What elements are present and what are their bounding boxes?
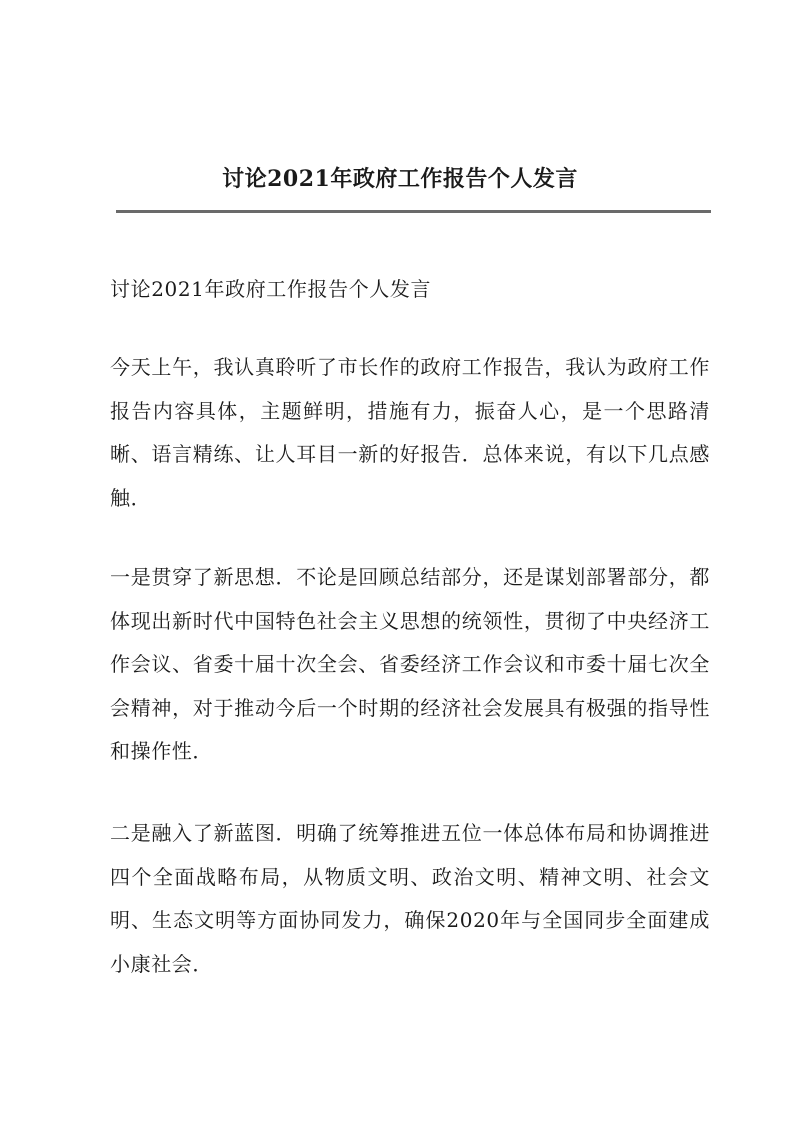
paragraph-intro: 今天上午，我认真聆听了市长作的政府工作报告，我认为政府工作报告内容具体，主题鲜明，措施有力，振奋人心，是一个思路清晰、语言精练、让人耳目一新的好报告．总体来说，有以下几点感触． bbox=[110, 355, 710, 510]
paragraph-heading: 讨论2021年政府工作报告个人发言 bbox=[110, 277, 432, 301]
paragraph-point-one: 一是贯穿了新思想．不论是回顾总结部分，还是谋划部署部分，都体现出新时代中国特色社会主义思想的统领性，贯彻了中央经济工作会议、省委十届十次全会、省委经济工作会议和市委十届七次全会精神，对于推动今后一个时期的经济社会发展具有极强的指导性和操作性． bbox=[110, 565, 710, 763]
document-title: 讨论2021年政府工作报告个人发言 bbox=[222, 166, 578, 192]
paragraph-point-two: 二是融入了新蓝图．明确了统筹推进五位一体总体布局和协调推进四个全面战略布局，从物质文明、政治文明、精神文明、社会文明、生态文明等方面协同发力，确保2020年与全国同步全面建成小康社会． bbox=[110, 821, 710, 976]
title-divider bbox=[116, 210, 711, 213]
